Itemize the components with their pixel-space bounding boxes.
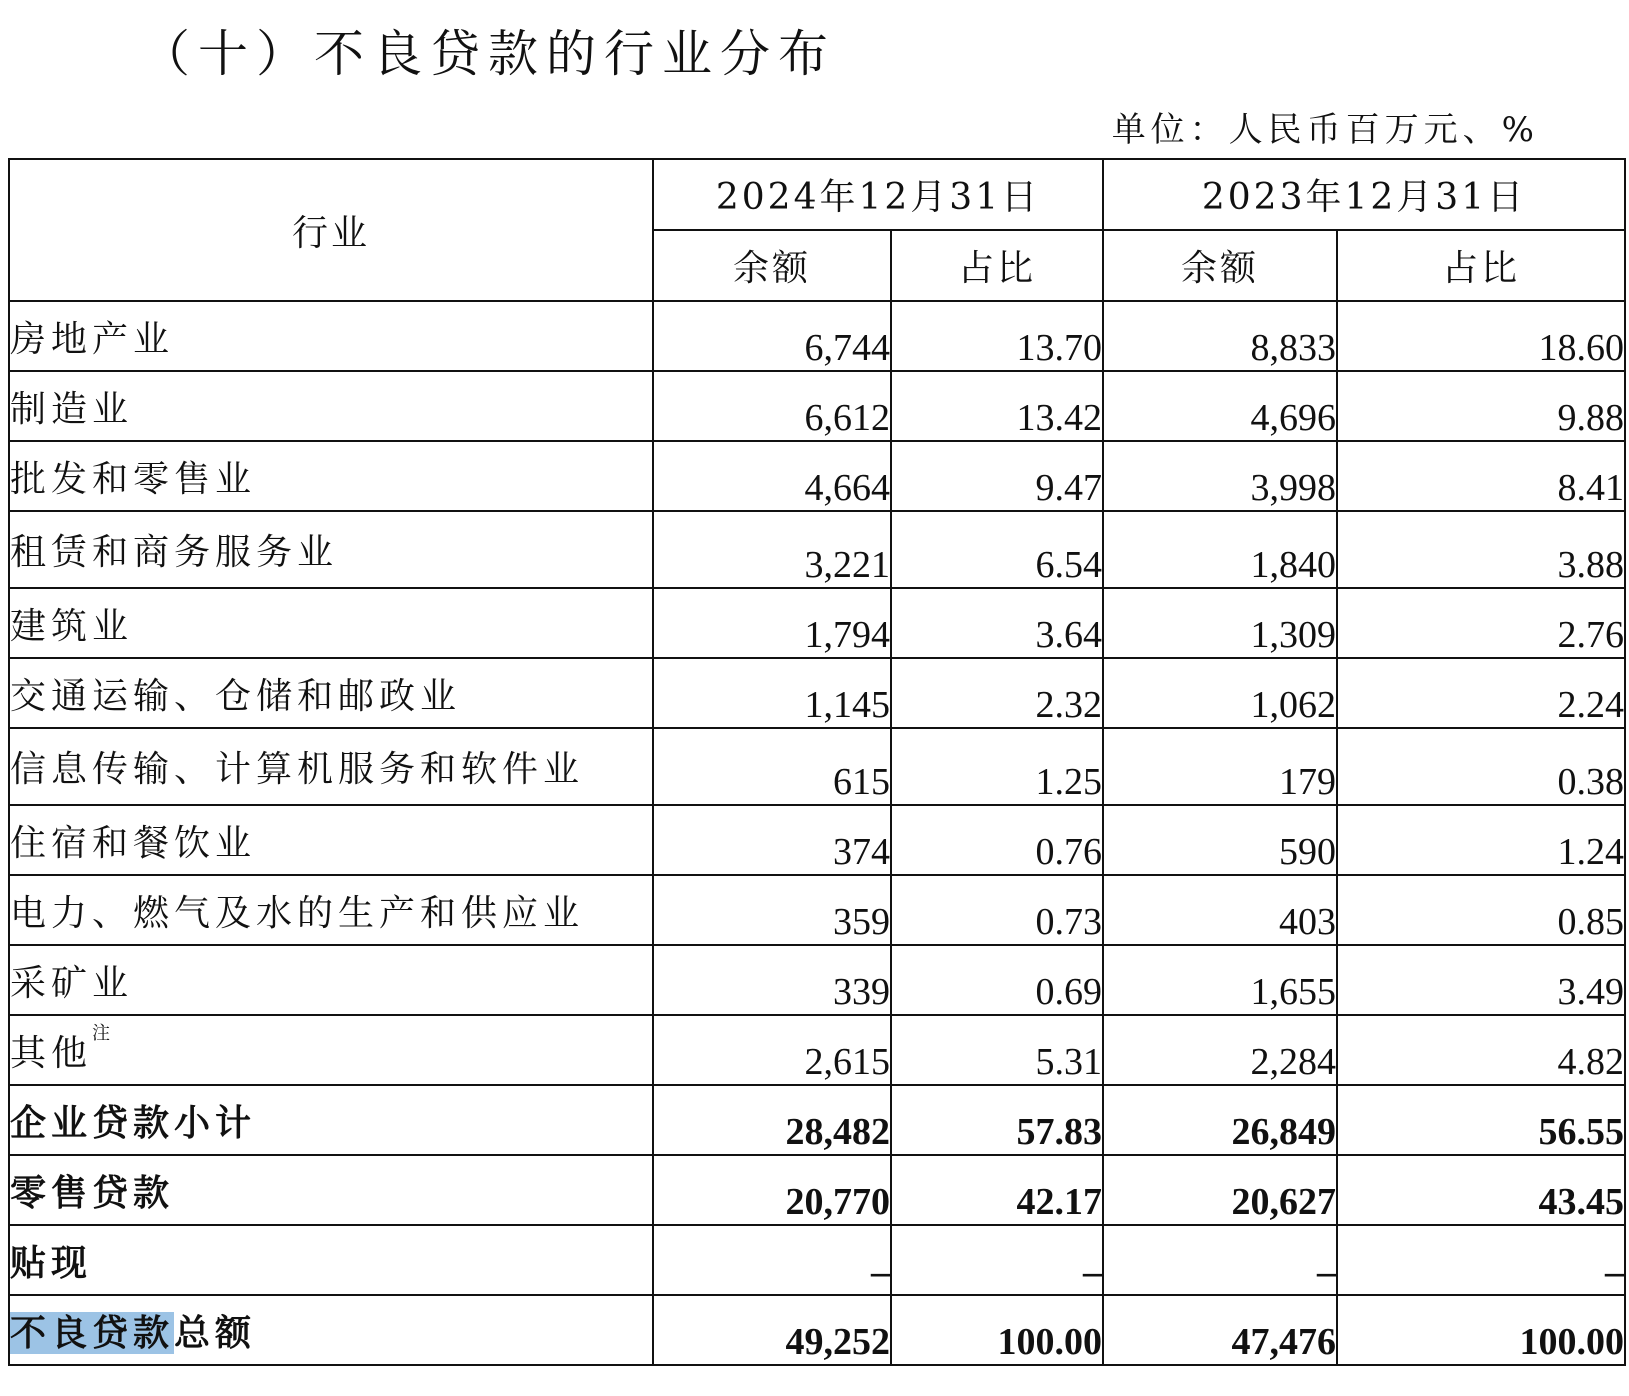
industry-cell (9, 1295, 653, 1365)
ratio-2023-cell: 3.88 (1337, 511, 1625, 588)
balance-2023-cell: 3,998 (1103, 441, 1337, 511)
industry-cell: 采矿业 (9, 945, 653, 1015)
balance-2024-cell: – (653, 1225, 891, 1295)
ratio-2023-cell: 9.88 (1337, 371, 1625, 441)
table-row (9, 371, 1625, 441)
retail-row (9, 1155, 1625, 1225)
subtotal-row (9, 1085, 1625, 1155)
balance-2023-cell: – (1103, 1225, 1337, 1295)
balance-2024-cell: 28,482 (653, 1085, 891, 1155)
ratio-2023-cell: 0.38 (1337, 728, 1625, 805)
industry-cell (9, 1015, 653, 1085)
industry-cell: 房地产业 (9, 301, 653, 371)
ratio-2024-cell: 0.69 (891, 945, 1103, 1015)
industry-cell: 零售贷款 (9, 1155, 653, 1225)
balance-2024-cell: 49,252 (653, 1295, 891, 1365)
balance-2023-cell: 20,627 (1103, 1155, 1337, 1225)
table-row (9, 658, 1625, 728)
balance-2023-cell: 26,849 (1103, 1085, 1337, 1155)
header-balance-2024: 余额 (653, 230, 891, 301)
ratio-2024-cell: 3.64 (891, 588, 1103, 658)
balance-2024-cell: 6,612 (653, 371, 891, 441)
header-industry: 行业 (9, 159, 653, 301)
industry-label-rest: 总额 (174, 1311, 257, 1354)
table-row (9, 588, 1625, 658)
header-period-2023: 2023年12月31日 (1103, 159, 1625, 230)
balance-2023-cell: 2,284 (1103, 1015, 1337, 1085)
ratio-2024-cell: 6.54 (891, 511, 1103, 588)
footnote-marker: 注 (92, 1022, 116, 1044)
balance-2024-cell: 2,615 (653, 1015, 891, 1085)
header-ratio-2024: 占比 (891, 230, 1103, 301)
industry-cell: 交通运输、仓储和邮政业 (9, 658, 653, 728)
header-balance-2023: 余额 (1103, 230, 1337, 301)
ratio-2024-cell: 42.17 (891, 1155, 1103, 1225)
table-row (9, 728, 1625, 805)
header-period-2024: 2024年12月31日 (653, 159, 1103, 230)
page-title: （十）不良贷款的行业分布 (140, 25, 836, 83)
balance-2023-cell: 590 (1103, 805, 1337, 875)
ratio-2023-cell: 8.41 (1337, 441, 1625, 511)
ratio-2023-cell: 0.85 (1337, 875, 1625, 945)
balance-2024-cell: 339 (653, 945, 891, 1015)
industry-cell: 住宿和餐饮业 (9, 805, 653, 875)
industry-cell: 信息传输、计算机服务和软件业 (9, 728, 653, 805)
ratio-2024-cell: 0.73 (891, 875, 1103, 945)
ratio-2023-cell: 3.49 (1337, 945, 1625, 1015)
table-row (9, 1015, 1625, 1085)
balance-2023-cell: 8,833 (1103, 301, 1337, 371)
balance-2024-cell: 374 (653, 805, 891, 875)
industry-cell: 建筑业 (9, 588, 653, 658)
table-row (9, 805, 1625, 875)
ratio-2024-cell: 5.31 (891, 1015, 1103, 1085)
ratio-2023-cell: 1.24 (1337, 805, 1625, 875)
industry-cell: 电力、燃气及水的生产和供应业 (9, 875, 653, 945)
ratio-2024-cell: 0.76 (891, 805, 1103, 875)
balance-2024-cell: 615 (653, 728, 891, 805)
industry-cell: 租赁和商务服务业 (9, 511, 653, 588)
header-ratio-2023: 占比 (1337, 230, 1625, 301)
industry-cell: 贴现 (9, 1225, 653, 1295)
header-row-periods (9, 159, 1625, 230)
ratio-2023-cell: 18.60 (1337, 301, 1625, 371)
table-row (9, 945, 1625, 1015)
table-row (9, 875, 1625, 945)
balance-2024-cell: 6,744 (653, 301, 891, 371)
discount-row (9, 1225, 1625, 1295)
balance-2023-cell: 1,840 (1103, 511, 1337, 588)
balance-2023-cell: 1,062 (1103, 658, 1337, 728)
npl-industry-table (8, 158, 1626, 1366)
industry-label: 其他 (10, 1032, 93, 1074)
ratio-2023-cell: 43.45 (1337, 1155, 1625, 1225)
balance-2024-cell: 20,770 (653, 1155, 891, 1225)
ratio-2024-cell: 13.42 (891, 371, 1103, 441)
table-row (9, 511, 1625, 588)
ratio-2023-cell: – (1337, 1225, 1625, 1295)
ratio-2024-cell: 2.32 (891, 658, 1103, 728)
balance-2024-cell: 1,794 (653, 588, 891, 658)
ratio-2024-cell: – (891, 1225, 1103, 1295)
ratio-2023-cell: 4.82 (1337, 1015, 1625, 1085)
balance-2023-cell: 179 (1103, 728, 1337, 805)
table-row (9, 441, 1625, 511)
industry-cell: 企业贷款小计 (9, 1085, 653, 1155)
balance-2024-cell: 4,664 (653, 441, 891, 511)
balance-2023-cell: 1,655 (1103, 945, 1337, 1015)
ratio-2024-cell: 100.00 (891, 1295, 1103, 1365)
balance-2023-cell: 4,696 (1103, 371, 1337, 441)
ratio-2024-cell: 9.47 (891, 441, 1103, 511)
ratio-2023-cell: 100.00 (1337, 1295, 1625, 1365)
ratio-2024-cell: 57.83 (891, 1085, 1103, 1155)
balance-2023-cell: 403 (1103, 875, 1337, 945)
balance-2024-cell: 359 (653, 875, 891, 945)
balance-2024-cell: 3,221 (653, 511, 891, 588)
balance-2023-cell: 1,309 (1103, 588, 1337, 658)
industry-cell: 制造业 (9, 371, 653, 441)
text-highlight: 不良贷款 (10, 1311, 175, 1354)
table-row (9, 301, 1625, 371)
ratio-2023-cell: 2.76 (1337, 588, 1625, 658)
ratio-2023-cell: 56.55 (1337, 1085, 1625, 1155)
unit-note: 单位：人民币百万元、% (1111, 110, 1539, 150)
balance-2024-cell: 1,145 (653, 658, 891, 728)
ratio-2023-cell: 2.24 (1337, 658, 1625, 728)
ratio-2024-cell: 1.25 (891, 728, 1103, 805)
balance-2023-cell: 47,476 (1103, 1295, 1337, 1365)
ratio-2024-cell: 13.70 (891, 301, 1103, 371)
industry-cell: 批发和零售业 (9, 441, 653, 511)
total-row (9, 1295, 1625, 1365)
